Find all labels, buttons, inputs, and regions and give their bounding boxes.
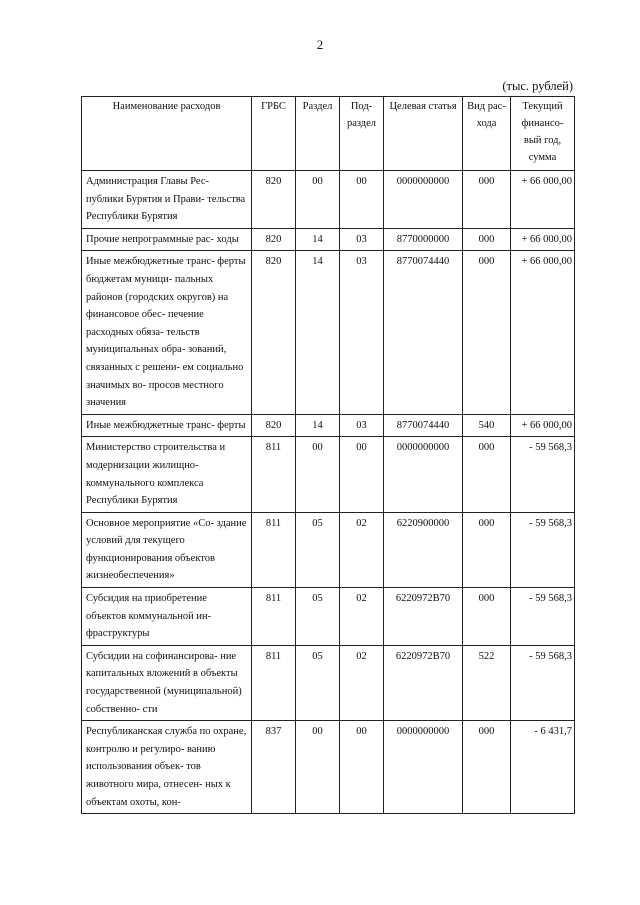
cell-section: 05 [296, 588, 340, 646]
cell-amount: + 66 000,00 [511, 171, 575, 229]
cell-subsection: 00 [340, 171, 384, 229]
cell-target: 6220972B70 [384, 588, 463, 646]
cell-subsection: 02 [340, 512, 384, 587]
cell-type: 000 [463, 437, 511, 512]
header-name: Наименование расходов [82, 97, 252, 171]
cell-section: 05 [296, 645, 340, 720]
cell-name: Иные межбюджетные транс- ферты [82, 414, 252, 437]
header-section: Раздел [296, 97, 340, 171]
cell-target: 6220900000 [384, 512, 463, 587]
cell-subsection: 00 [340, 721, 384, 814]
cell-name: Республиканская служба по охране, контролю и регулиро- ванию использования объек- тов животного мира, отнесен- ных к объектам охоты, кон- [82, 721, 252, 814]
cell-name: Министерство строительства и модернизации жилищно- коммунального комплекса Республики Бурятия [82, 437, 252, 512]
cell-name: Иные межбюджетные транс- ферты бюджетам муници- пальных районов (городских округов) на финансовое обес- печение расходных обяза- тельств муниципальных обра- зований, связанных с решени- ем социально значимых во- просов местного значения [82, 251, 252, 414]
cell-amount: - 59 568,3 [511, 437, 575, 512]
cell-target: 0000000000 [384, 437, 463, 512]
table-row [82, 251, 575, 414]
cell-grbs: 837 [252, 721, 296, 814]
table-row [82, 512, 575, 587]
cell-section: 00 [296, 721, 340, 814]
cell-amount: - 6 431,7 [511, 721, 575, 814]
cell-amount: + 66 000,00 [511, 228, 575, 251]
cell-amount: - 59 568,3 [511, 645, 575, 720]
header-amount: Текущий финансо- вый год, сумма [511, 97, 575, 171]
cell-subsection: 00 [340, 437, 384, 512]
cell-grbs: 811 [252, 645, 296, 720]
table-header-row [82, 97, 575, 171]
cell-type: 000 [463, 512, 511, 587]
cell-subsection: 02 [340, 645, 384, 720]
cell-section: 14 [296, 414, 340, 437]
cell-grbs: 811 [252, 437, 296, 512]
cell-name: Субсидии на софинансирова- ние капитальных вложений в объекты государственной (муниципальной) собственно- сти [82, 645, 252, 720]
budget-table [81, 96, 575, 814]
cell-name: Основное мероприятие «Со- здание условий для текущего функционирования объектов жизнеобеспечения» [82, 512, 252, 587]
cell-grbs: 820 [252, 414, 296, 437]
cell-section: 14 [296, 228, 340, 251]
units-label: (тыс. рублей) [502, 79, 573, 93]
cell-subsection: 03 [340, 228, 384, 251]
table-row [82, 437, 575, 512]
cell-grbs: 820 [252, 171, 296, 229]
cell-amount: - 59 568,3 [511, 512, 575, 587]
cell-grbs: 811 [252, 588, 296, 646]
cell-amount: + 66 000,00 [511, 251, 575, 414]
cell-amount: - 59 568,3 [511, 588, 575, 646]
cell-section: 14 [296, 251, 340, 414]
cell-section: 00 [296, 171, 340, 229]
page-number: 2 [316, 37, 324, 52]
cell-target: 8770074440 [384, 414, 463, 437]
cell-type: 000 [463, 588, 511, 646]
table-row [82, 228, 575, 251]
cell-grbs: 811 [252, 512, 296, 587]
table-row [82, 414, 575, 437]
cell-type: 000 [463, 721, 511, 814]
cell-type: 000 [463, 171, 511, 229]
cell-subsection: 02 [340, 588, 384, 646]
header-target: Целевая статья [384, 97, 463, 171]
cell-subsection: 03 [340, 251, 384, 414]
cell-type: 000 [463, 228, 511, 251]
cell-section: 05 [296, 512, 340, 587]
cell-target: 8770000000 [384, 228, 463, 251]
cell-name: Субсидия на приобретение объектов коммунальной ин- фраструктуры [82, 588, 252, 646]
cell-target: 0000000000 [384, 171, 463, 229]
cell-grbs: 820 [252, 251, 296, 414]
table-row [82, 588, 575, 646]
header-type: Вид рас- хода [463, 97, 511, 171]
cell-grbs: 820 [252, 228, 296, 251]
header-grbs: ГРБС [252, 97, 296, 171]
cell-target: 6220972B70 [384, 645, 463, 720]
cell-section: 00 [296, 437, 340, 512]
cell-name: Администрация Главы Рес- публики Бурятия и Прави- тельства Республики Бурятия [82, 171, 252, 229]
cell-name: Прочие непрограммные рас- ходы [82, 228, 252, 251]
table-row [82, 721, 575, 814]
cell-target: 0000000000 [384, 721, 463, 814]
cell-target: 8770074440 [384, 251, 463, 414]
cell-amount: + 66 000,00 [511, 414, 575, 437]
cell-type: 522 [463, 645, 511, 720]
table-body [82, 171, 575, 814]
table-row [82, 645, 575, 720]
header-subsection: Под- раздел [340, 97, 384, 171]
cell-type: 540 [463, 414, 511, 437]
cell-subsection: 03 [340, 414, 384, 437]
cell-type: 000 [463, 251, 511, 414]
table-row [82, 171, 575, 229]
